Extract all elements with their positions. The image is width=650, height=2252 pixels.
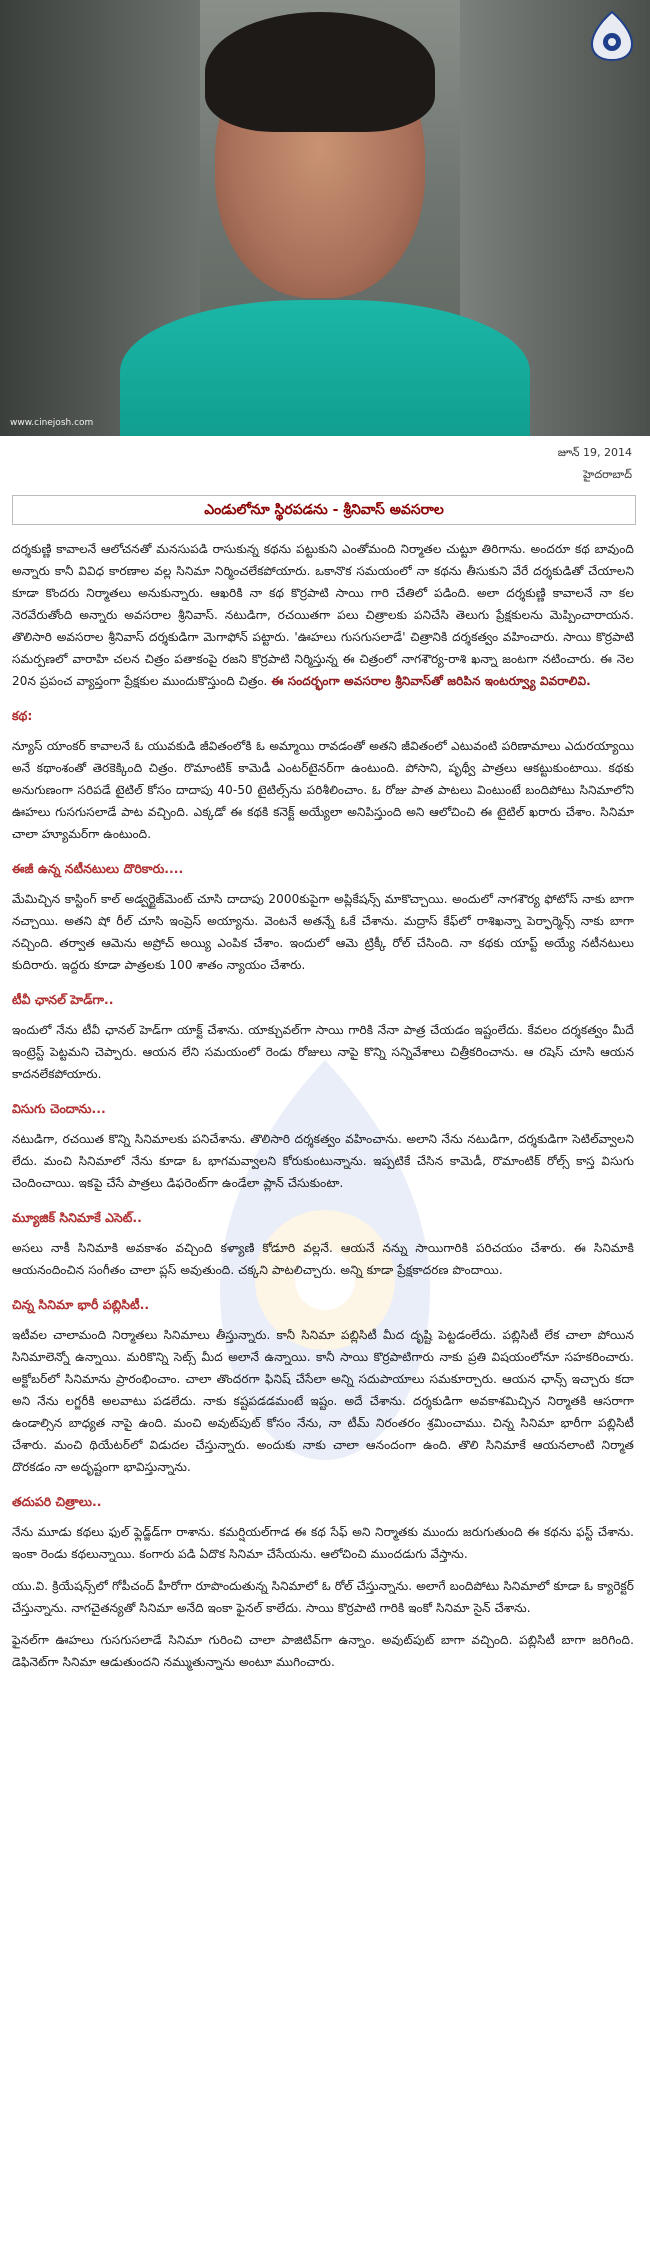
section-heading: టీవీ ఛానల్ హెడ్‌గా.. [12,992,114,1007]
section-paragraph: ఫైనల్‌గా ఊహలు గుసగుసలాడే సినిమా గురించి చాలా పాజిటివ్‌గా ఉన్నాం. అవుట్‌పుట్ బాగా వచ్చింది. పబ్లిసిటీ బాగా జరిగింది. డెఫినెట్‌గా సినిమా ఆడుతుందని నమ్ముతున్నాను అంటూ ముగించారు. [12,1633,634,1669]
section-heading: తదుపరి చిత్రాలు.. [12,1494,102,1509]
article-location: హైదరాబాద్ [583,468,632,481]
section-paragraph: నేను మూడు కథలు ఫుల్ ఫ్లెడ్జ్‌డ్‌గా రాశాను. కమర్షియల్‌గాడ ఈ కథ సేఫ్ అని నిర్మాతకు ముందు జరుగుతుంది ఈ కథను ఫస్ట్ చేశాను. ఇంకా రెండు కథలున్నాయి. కంగారు పడి ఏదొక సినిమా చేసేయను. ఆలోచించి ముందడుగు వేస్తాను. [12,1525,634,1561]
section-paragraph: మేమిచ్చిన కాస్టింగ్ కాల్ అడ్వర్టైజ్‌మెంట్ చూసి దాదాపు 2000కుపైగా అప్లికేషన్స్ మాకొచ్చాయి. అందులో నాగశౌర్య ఫోటోస్ నాకు బాగా నచ్చాయి. అతని షో రీల్ చూసి ఇంప్రెస్ అయ్యాను. వెంటనే అతన్నే ఓకే చేశాను. మద్రాస్ కేఫ్‌లో రాశిఖన్నా పెర్ఫార్మెన్స్ నాకు బాగా నచ్చింది. తర్వాత ఆమెను అప్రోచ్ అయ్యి ఎంపిక చేశాం. ఇందులో ఆమె ట్రిక్కీ రోల్ చేసింది. నా కథకు యాప్ట్ అయ్యే నటీనటులు కుదిరారు. ఇద్దరు కూడా పాత్రలకు 100 శాతం న్యాయం చేశారు. [12,892,634,972]
section-paragraph: యు.వి. క్రియేషన్స్‌లో గోపీచంద్ హీరోగా రూపొందుతున్న సినిమాలో ఓ రోల్ చేస్తున్నాను. అలాగే బందిపోటు సినిమాలో కూడా ఓ క్యారెక్టర్ చేస్తున్నాను. నాగచైతన్యతో సినిమా అనేది ఇంకా ఫైనల్ కాలేదు. సాయి కొర్రపాటి గారికి ఇంకో సినిమా సైన్ చేశాను. [12,1579,634,1615]
article-date: జూన్ 19, 2014 [557,446,632,459]
section-heading: మ్యూజిక్ సినిమాకే ఎసెట్.. [12,1210,142,1225]
section-heading: విసుగు చెందాను... [12,1101,106,1116]
section-heading: కథ: [12,708,33,723]
article-intro [12,538,634,692]
section-paragraph: న్యూస్ యాంకర్ కావాలనే ఓ యువకుడి జీవితంలోకి ఓ అమ్మాయి రావడంతో అతని జీవితంలో ఎటువంటి పరిణామాలు ఎదురయ్యాయి అనే కథాంశంతో తెరకెక్కింది చిత్రం. రొమాంటిక్ కామెడీ ఎంటర్‌టైనర్‌గా ఉంటుంది. పోసాని, పృథ్వీ పాత్రలు ఆకట్టుకుంటాయి. కథకు అనుగుణంగా సరిపడే టైటిల్ కోసం దాదాపు 40-50 టైటిల్స్‌ను పరిశీలించాం. ఓ రోజు పాత పాటలు వింటుంటే బందిపోటు సినిమాలోని ఊహలు గుసగుసలాడే పాట వచ్చింది. ఎక్కడో ఈ కథకి కనెక్ట్ అయ్యేలా అనిపిస్తుంది అని ఆలోచించి ఈ టైటిల్ ఖరారు చేశాం. సినిమా చాలా హ్యూమర్‌గా ఉంటుంది. [12,739,634,841]
article-body [12,538,634,1673]
section-paragraph: అసలు నాకీ సినిమాకి అవకాశం వచ్చింది కళ్యాణి కోడూరి వల్లనే. ఆయనే నన్ను సాయిగారికి పరిచయం చేశారు. ఈ సినిమాకి ఆయనందించిన సంగీతం చాలా ప్లస్ అవుతుంది. చక్కని పాటలిచ్చారు. అన్ని కూడా ప్రేక్షకాదరణ పొందాయి. [12,1241,634,1277]
section-paragraph: ఇటీవల చాలామంది నిర్మాతలు సినిమాలు తీస్తున్నారు. కానీ సినిమా పబ్లిసిటీ మీద దృష్టి పెట్టడంలేదు. పబ్లిసిటీ లేక చాలా పోయిన సినిమాలెన్నో ఉన్నాయి. మరికొన్ని సెట్స్ మీద అలానే ఉన్నాయి. కానీ సాయి కొర్రపాటిగారు నాకు ప్రతి విషయంలోనూ సహకరించారు. అక్టోబర్‌లో సినిమాను ప్రారంభించాం. చాలా తొందరగా ఫినిష్ చేసేలా అన్ని సదుపాయాలు సమకూర్చారు. ఆయన ఛాన్స్ ఇచ్చారు కదా అని నేను లగ్జరీకి అలవాటు పడలేదు. నాకు కష్టపడడమంటే ఇష్టం. అదే చేశాను. దర్శకుడిగా అవకాశమిచ్చిన నిర్మాతకి ఆసరాగా ఉండాల్సిన బాధ్యత నాపై ఉంది. మంచి అవుట్‌పుట్ కోసం నేను, నా టీమ్ నిరంతరం శ్రమించాము. చిన్న సినిమా భారీగా పబ్లిసిటీ చేశారు. మంచి థియేటర్‌లో విడుదల చేస్తున్నారు. అందుకు నాకు చాలా ఆనందంగా ఉంది. తొలి సినిమాకే ఆయనలాంటి నిర్మాత దొరకడం నా అదృష్టంగా భావిస్తున్నాను. [12,1328,634,1474]
photo-credit: www.cinejosh.com [10,418,94,428]
photo-hair [205,12,435,132]
cinejosh-logo-icon [588,10,636,62]
intro-highlight: ఈ సందర్భంగా అవసరాల శ్రీనివాస్‌తో జరిపిన ఇంటర్వ్యూ వివరాలివి. [271,674,591,688]
intro-text: దర్శకుణ్ణి కావాలనే ఆలోచనతో మనసుపడి రాసుకున్న కథను పట్టుకుని ఎంతోమంది నిర్మాతల చుట్టూ తిరిగాను. అందరూ కథ బావుంది అన్నారు కానీ వివిధ కారణాల వల్ల సినిమా నిర్మించలేకపోయారు. ఒకానొక సమయంలో నా కథను తీసుకుని వేరే దర్శకుడితో చేయాలని కూడా కొందరు నిర్మాతలు అనుకున్నారు. ఆఖరికి నా కథ కొర్రపాటి సాయి గారి చేతిలో పడింది. అలా దర్శకుణ్ణి కావాలనే నా కల నెరవేరుతోంది అన్నారు అవసరాల శ్రీనివాస్. నటుడిగా, రచయితగా పలు చిత్రాలకు పనిచేసి తెలుగు ప్రేక్షకులను మెప్పించారాయన. తొలిసారి అవసరాల శ్రీనివాస్ దర్శకుడిగా మెగాఫోన్ పట్టారు. 'ఊహలు గుసగుసలాడే' చిత్రానికి దర్శకత్వం వహించారు. సాయి కొర్రపాటి సమర్పణలో వారాహి చలన చిత్రం పతాకంపై రజని కొర్రపాటి నిర్మిస్తున్న ఈ చిత్రంలో నాగశౌర్య-రాశి ఖన్నా జంటగా నటించారు. ఈ నెల 20న ప్రపంచ వ్యాప్తంగా ప్రేక్షకుల ముందుకొస్తుంది చిత్రం. [12,542,634,688]
section-heading: చిన్న సినిమా భారీ పబ్లిసిటీ.. [12,1297,150,1312]
section-paragraph: ఇందులో నేను టీవీ ఛానల్ హెడ్‌గా యాక్ట్ చేశాను. యాక్చువల్‌గా సాయి గారికి నేనా పాత్ర చేయడం ఇష్టంలేదు. కేవలం దర్శకత్వం మీదే ఇంట్రెస్ట్ పెట్టమని చెప్పారు. ఆయన లేని సమయంలో రెండు రోజులు నాపై కొన్ని సన్నివేశాలు చిత్రీకరించాను. ఆ రషెస్ చూసి ఆయన కాదనలేకపోయారు. [12,1023,634,1081]
photo-shirt [120,300,530,436]
section-heading: ఈజీ ఉన్న నటీనటులు దొరికారు.... [12,861,184,876]
article-title: ఎండులోనూ స్థిరపడను - శ్రీనివాస్ అవసరాల [12,495,636,525]
interview-photo [0,0,650,436]
section-paragraph: నటుడిగా, రచయిత కొన్ని సినిమాలకు పనిచేశాను. తొలిసారి దర్శకత్వం వహించాను. అలాని నేను నటుడిగా, దర్శకుడిగా సెటిల్‌వ్వాలని లేదు. మంచి సినిమాలో నేను కూడా ఓ భాగమవ్వాలని కోరుకుంటున్నాను. ఇప్పటికే చేసిన కామెడీ, రొమాంటిక్ రోల్స్ కాస్త విసుగు చెందించాయి. ఇకపై చేసే పాత్రలు డిఫరెంట్‌గా ఉండేలా ప్లాన్ చేసుకుంటా. [12,1132,634,1190]
